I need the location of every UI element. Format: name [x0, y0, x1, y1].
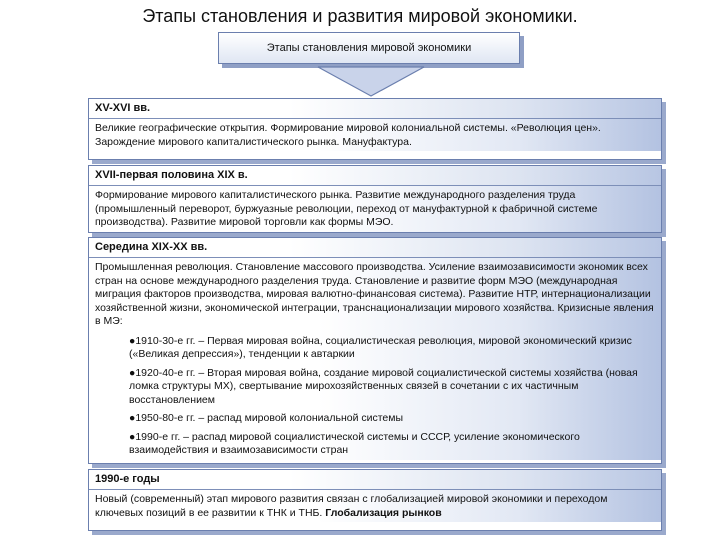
list-item: ●1920-40-е гг. – Вторая мировая война, создание мировой социалистической системы хозяйства (новая ломка структуры МХ), свертывание мирохозяйственных связей в сочетании с их частичным восстановлением: [129, 366, 638, 406]
down-arrow-icon: [316, 66, 426, 98]
list-item: ●1910-30-е гг. – Первая мировая война, социалистическая революция, мировой экономический кризис («Великая депрессия»), тенденции к автаркии: [129, 334, 632, 360]
stage-text: Промышленная революция. Становление массового производства. Усиление взаимозависимости экономик всех стран на основе международного разделения труда. Становление и развитие форм МЭО (международная миграция факторов производства, мировая валютно-финансовая система). Развитие НТР, интернационализации хозяйственной жизни, экономической интеграции, транснационализации мирового хозяйства. Кризисные явления в МЭ:: [95, 261, 654, 327]
list-item: ●1990-е гг. – распад мировой социалистической системы и СССР, усиление экономического взаимодействия и взаимозависимости стран: [129, 430, 580, 456]
crisis-list: [95, 335, 655, 458]
stage-heading: XVII-первая половина XIX в.: [89, 166, 661, 186]
stage-block-2: [88, 165, 662, 233]
stage-text: Формирование мирового капиталистического рынка. Развитие международного разделения труда (промышленный переворот, буржуазные революции, переход от мануфактурной к фабричной системе производства). Развитие мировой торговли как формы МЭО.: [95, 189, 598, 228]
stage-text-bold: Глобализация рынков: [325, 506, 442, 519]
stage-text-wrapper: [95, 493, 655, 520]
stage-heading: 1990-е годы: [89, 470, 661, 490]
stage-block-3: [88, 237, 662, 464]
header-box: Этапы становления мировой экономики: [218, 32, 520, 64]
stage-body: [89, 119, 661, 151]
stage-body: [89, 186, 661, 232]
stage-body: [89, 490, 661, 522]
page-title: Этапы становления и развития мировой экономики.: [142, 6, 578, 26]
stage-text: Великие географические открытия. Формирование мировой колониальной системы. «Революция цен». Зарождение мирового капиталистического рынка. Мануфактура.: [95, 122, 601, 148]
stage-heading: Середина XIX-XX вв.: [89, 238, 661, 258]
list-item: ●1950-80-е гг. – распад мировой колониальной системы: [129, 412, 404, 424]
stage-heading: XV-XVI вв.: [89, 99, 661, 119]
stage-body: [89, 258, 661, 460]
stage-block-1: [88, 98, 662, 160]
stage-text: Новый (современный) этап мирового развития связан с глобализацией мировой экономики и переходом ключевых позиций в ее развитии к ТНК и ТНБ.: [95, 493, 608, 519]
stage-block-4: [88, 469, 662, 531]
